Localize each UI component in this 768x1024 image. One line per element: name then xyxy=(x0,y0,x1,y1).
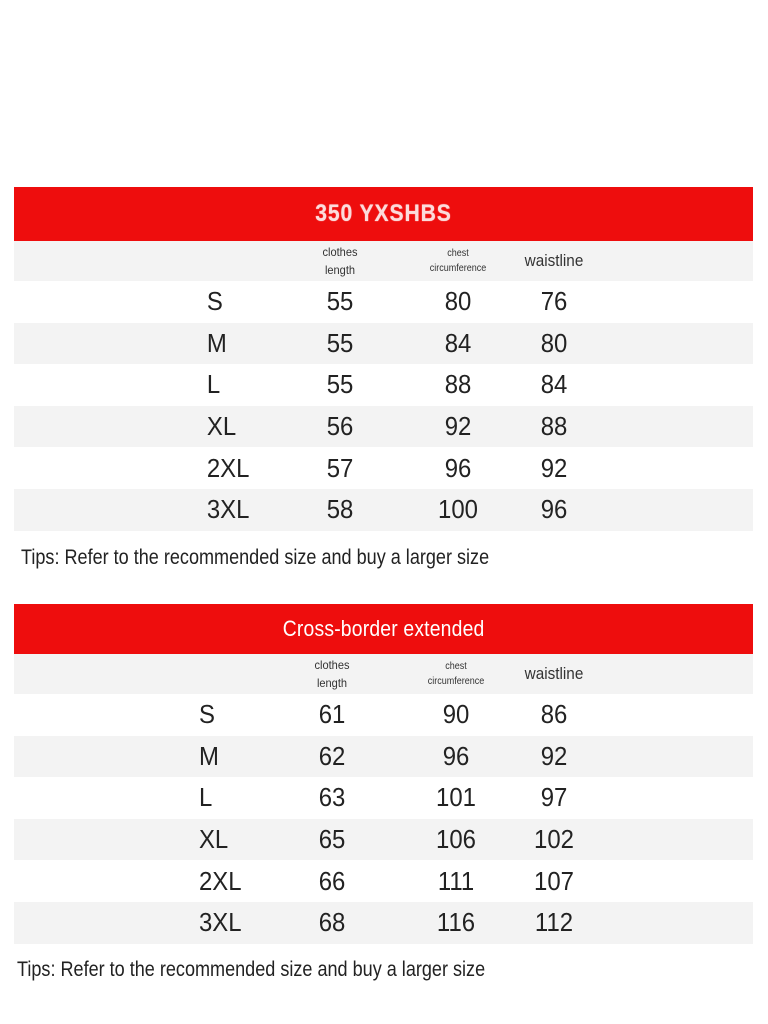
header-chest-circumference xyxy=(411,654,501,694)
waist-cell: 112 xyxy=(534,907,574,938)
header-text: circumference xyxy=(429,263,487,274)
size-cell: S xyxy=(206,286,223,317)
header-text: clothes xyxy=(314,658,350,672)
table-row xyxy=(14,447,753,489)
table-row xyxy=(14,777,753,819)
length-cell: 62 xyxy=(318,740,346,771)
waist-cell: 88 xyxy=(540,411,568,442)
waist-cell: 107 xyxy=(534,865,574,896)
size-cell: XL xyxy=(206,411,237,442)
length-cell: 55 xyxy=(326,327,354,358)
size-cell: 2XL xyxy=(206,452,250,483)
table-row xyxy=(14,819,753,861)
size-cell: 2XL xyxy=(198,865,242,896)
waist-cell: 80 xyxy=(540,327,568,358)
header-clothes-length xyxy=(312,241,367,281)
size-chart-title: Cross-border extended xyxy=(282,616,485,641)
waist-cell: 76 xyxy=(540,286,568,317)
length-cell: 57 xyxy=(326,452,354,483)
chest-cell: 88 xyxy=(444,369,472,400)
chest-cell: 96 xyxy=(444,452,472,483)
size-rows xyxy=(14,694,753,944)
waist-cell: 92 xyxy=(540,452,568,483)
size-cell: 3XL xyxy=(198,907,242,938)
chest-cell: 101 xyxy=(436,782,476,813)
table-row xyxy=(14,323,753,365)
length-cell: 55 xyxy=(326,369,354,400)
waist-cell: 102 xyxy=(534,824,574,855)
length-cell: 55 xyxy=(326,286,354,317)
chest-cell: 92 xyxy=(444,411,472,442)
header-row xyxy=(14,241,753,281)
chest-cell: 90 xyxy=(442,699,470,730)
header-text: chest xyxy=(445,661,467,672)
length-cell: 63 xyxy=(318,782,346,813)
waist-cell: 84 xyxy=(540,369,568,400)
header-text: circumference xyxy=(427,676,485,687)
tips-text: Tips: Refer to the recommended size and buy a larger size xyxy=(17,958,486,981)
table-row xyxy=(14,860,753,902)
tips-text: Tips: Refer to the recommended size and buy a larger size xyxy=(21,546,490,569)
header-row xyxy=(14,654,753,694)
table-row xyxy=(14,406,753,448)
chest-cell: 80 xyxy=(444,286,472,317)
table-row xyxy=(14,281,753,323)
table-row xyxy=(14,364,753,406)
size-chart-standard xyxy=(14,187,753,531)
chest-cell: 106 xyxy=(436,824,476,855)
size-cell: XL xyxy=(198,824,229,855)
length-cell: 58 xyxy=(326,494,354,525)
size-cell: L xyxy=(206,369,221,400)
chest-cell: 84 xyxy=(444,327,472,358)
table-row xyxy=(14,902,753,944)
size-chart-cross-border xyxy=(14,604,753,944)
length-cell: 68 xyxy=(318,907,346,938)
length-cell: 65 xyxy=(318,824,346,855)
size-cell: M xyxy=(198,740,219,771)
header-waistline: waistline xyxy=(524,664,584,683)
size-cell: M xyxy=(206,327,227,358)
size-chart-banner xyxy=(14,187,753,241)
header-clothes-length xyxy=(304,654,359,694)
header-waistline: waistline xyxy=(524,251,584,270)
size-rows xyxy=(14,281,753,531)
chest-cell: 100 xyxy=(438,494,478,525)
table-row xyxy=(14,489,753,531)
waist-cell: 92 xyxy=(540,740,568,771)
chest-cell: 116 xyxy=(436,907,476,938)
length-cell: 56 xyxy=(326,411,354,442)
length-cell: 66 xyxy=(318,865,346,896)
waist-cell: 86 xyxy=(540,699,568,730)
table-row xyxy=(14,694,753,736)
size-cell: S xyxy=(198,699,215,730)
header-chest-circumference xyxy=(422,241,494,281)
header-text: clothes xyxy=(322,245,358,259)
length-cell: 61 xyxy=(318,699,346,730)
size-chart-title: 350 YXSHBS xyxy=(315,200,452,227)
size-cell: 3XL xyxy=(206,494,250,525)
chest-cell: 111 xyxy=(437,865,475,896)
header-text: length xyxy=(324,263,356,277)
table-row xyxy=(14,736,753,778)
header-text: length xyxy=(316,676,348,690)
size-chart-banner xyxy=(14,604,753,654)
waist-cell: 96 xyxy=(540,494,568,525)
waist-cell: 97 xyxy=(540,782,568,813)
header-text: chest xyxy=(447,248,469,259)
size-cell: L xyxy=(198,782,213,813)
chest-cell: 96 xyxy=(442,740,470,771)
